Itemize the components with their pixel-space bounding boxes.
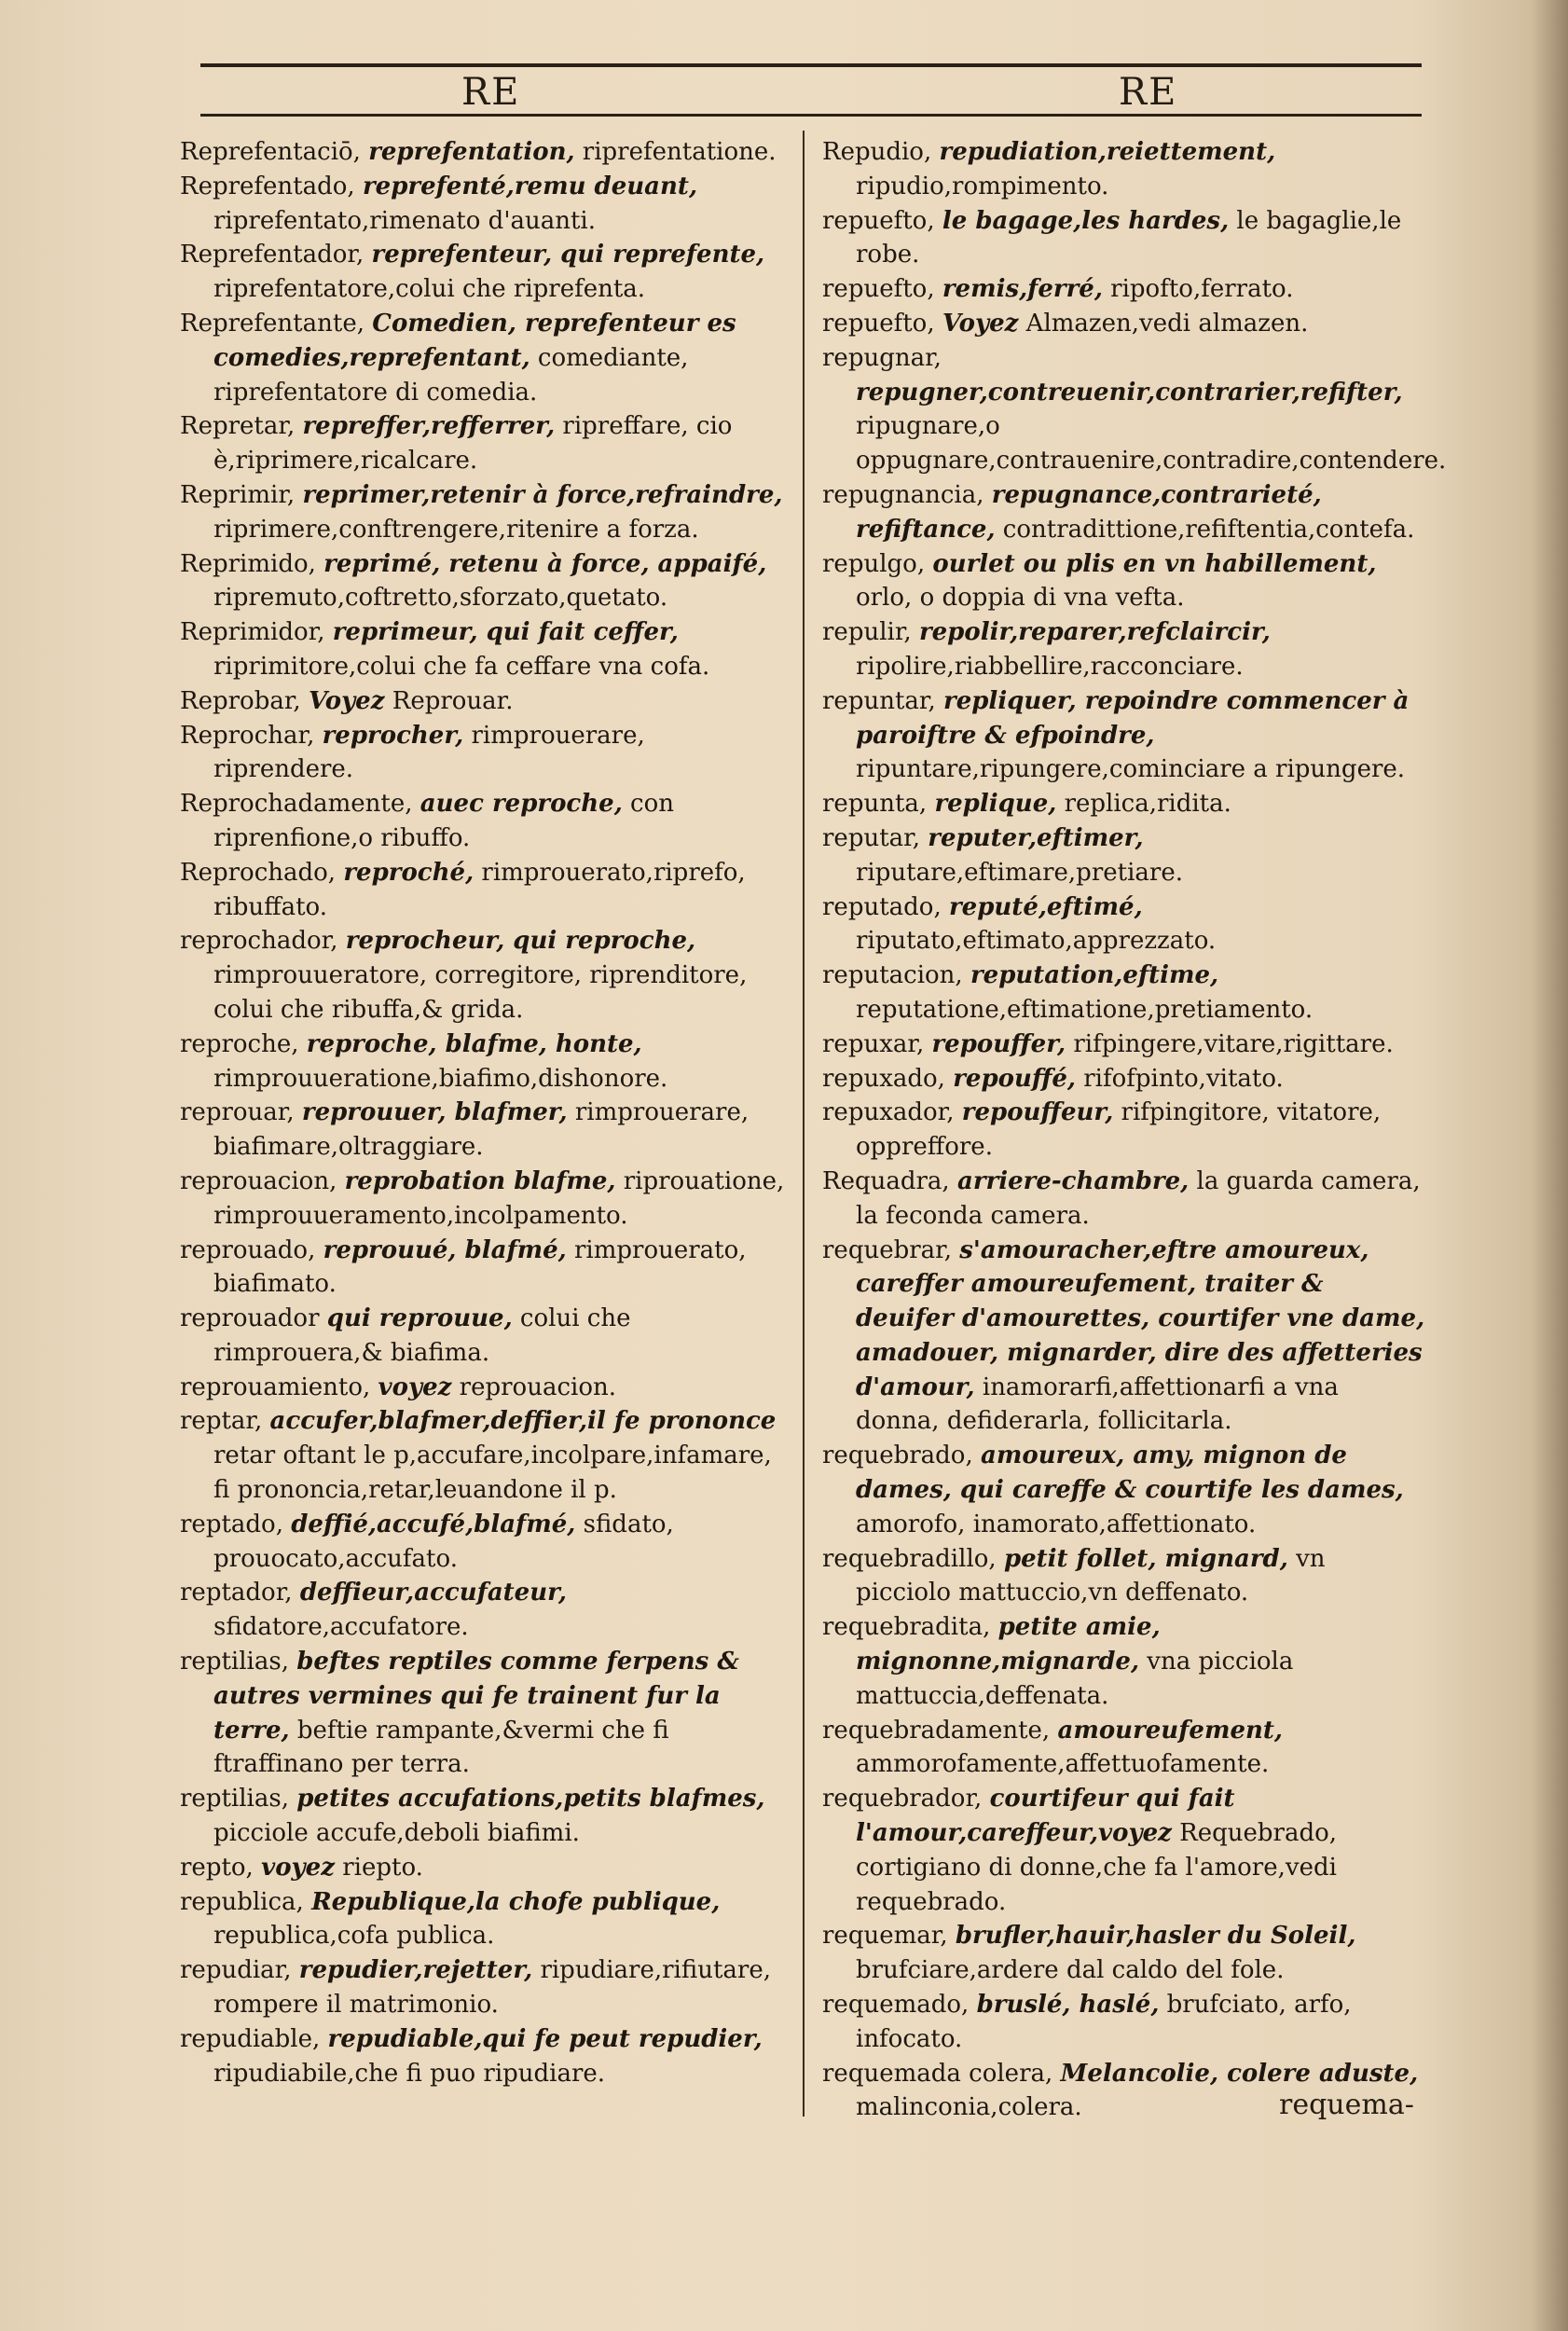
entry-italian: la guarda camera, la feconda camera. <box>856 1166 1421 1230</box>
running-head-right: RE <box>1119 71 1178 114</box>
entry-french: amoureufement, <box>1057 1716 1283 1745</box>
dictionary-entry <box>180 1645 786 1782</box>
dictionary-entry <box>822 341 1447 478</box>
dictionary-entry <box>822 1610 1426 1713</box>
entry-headword: reputacion, <box>822 961 963 990</box>
entry-headword: repunta, <box>822 790 928 819</box>
entry-italian: ripreffare, cio è,riprimere,ricalcare. <box>213 412 733 476</box>
entry-french: Republique,la chofe publique, <box>311 1887 721 1916</box>
entry-headword: reprochador, <box>180 927 338 956</box>
entry-headword: repto, <box>180 1853 254 1882</box>
entry-french: reprefenteur, qui reprefente, <box>371 241 765 269</box>
entry-italian: brufciato, arfo, infocato. <box>856 1991 1352 2053</box>
entry-french: reprimé, retenu à force, appaifé, <box>323 549 767 578</box>
dictionary-entry <box>180 924 786 1027</box>
dictionary-entry <box>180 1885 786 1954</box>
entry-headword: reprouacion, <box>180 1166 337 1195</box>
dictionary-entry <box>822 1165 1426 1234</box>
dictionary-entry <box>822 787 1426 821</box>
entry-headword: reptar, <box>180 1407 263 1436</box>
entry-french: bruslé, haslé, <box>976 1991 1160 2020</box>
entry-italian: malinconia,colera. <box>856 2093 1082 2122</box>
entry-italian: riprefentatione. <box>582 138 777 166</box>
entry-headword: Requadra, <box>822 1166 950 1195</box>
entry-headword: republica, <box>180 1887 304 1916</box>
entry-headword: requebrador, <box>822 1785 983 1814</box>
dictionary-entry <box>822 1782 1426 1919</box>
entry-headword: reptilias, <box>180 1648 289 1676</box>
entry-french: brufler,hauir,hasler du Soleil, <box>955 1922 1356 1951</box>
entry-french: replique, <box>934 790 1057 819</box>
entry-italian: rimprouerato,riprefo, ribuffato. <box>213 858 746 921</box>
entry-french: repudiable,qui fe peut repudier, <box>327 2024 763 2053</box>
entry-italian: vna picciola mattuccia,deffenata. <box>856 1648 1294 1710</box>
entry-french: reprimeur, qui fait ceffer, <box>332 618 679 647</box>
entry-italian: sfidatore,accufatore. <box>213 1613 469 1642</box>
dictionary-entry <box>180 787 786 856</box>
entry-headword: Reprefentante, <box>180 309 364 338</box>
entry-italian: riprefentatore,colui che riprefenta. <box>213 275 646 304</box>
entry-french: le bagage,les hardes, <box>942 206 1230 235</box>
dictionary-entry <box>822 204 1426 273</box>
entry-french: reprobation blafme, <box>344 1166 616 1195</box>
dictionary-entry <box>822 1919 1426 1988</box>
dictionary-entry <box>822 272 1426 307</box>
entry-headword: requebrar, <box>822 1235 953 1264</box>
entry-french: petite amie, mignonne,mignarde, <box>856 1613 1161 1676</box>
entry-french: Voyez <box>942 309 1019 338</box>
entry-french: courtifeur qui fait l'amour,careffeur,voyez <box>856 1785 1235 1848</box>
entry-italian: sfidato, prouocato,accufato. <box>213 1510 674 1573</box>
entry-french: s'amouracher,eftre amoureux, careffer amoureufement, traiter & deuifer d'amourettes, courtifer vne dame, amadouer, mignarder, dire des affetteries d'amour, <box>856 1235 1425 1401</box>
entry-italian: Requebrado, cortigiano di donne,che fa l'amore,vedi requebrado. <box>856 1819 1338 1916</box>
entry-italian: comediante, riprefentatore di comedia. <box>213 343 689 407</box>
entry-italian: colui che rimprouera,& biafima. <box>213 1304 631 1367</box>
header-rule <box>200 114 1422 117</box>
dictionary-entry <box>180 409 786 478</box>
dictionary-entry <box>180 1404 786 1507</box>
dictionary-entry <box>180 1508 786 1577</box>
entry-headword: reprouar, <box>180 1098 295 1127</box>
dictionary-entry <box>180 1576 786 1645</box>
entry-headword: Reprochadamente, <box>180 790 413 819</box>
entry-italian: rimprouueratione,biafimo,dishonore. <box>213 1064 668 1093</box>
entry-french: arriere-chambre, <box>956 1166 1190 1195</box>
entry-french: accufer,blafmer,deffier,il fe prononce <box>269 1407 777 1436</box>
entry-french: repugnance,contrarieté, refiftance, <box>856 480 1322 544</box>
entry-headword: repuntar, <box>822 686 936 715</box>
entry-french: amoureux, amy, mignon de dames, qui careffe & courtife les dames, <box>856 1441 1404 1505</box>
entry-italian: rifpingere,vitare,rigittare. <box>1073 1029 1394 1058</box>
entry-french: qui reprouue, <box>326 1304 513 1333</box>
entry-headword: repuefto, <box>822 206 935 235</box>
dictionary-entry <box>180 478 786 547</box>
entry-french: reprefenté,remu deuant, <box>362 172 697 200</box>
running-head-left: RE <box>461 71 521 114</box>
entry-headword: repuxar, <box>822 1029 925 1058</box>
dictionary-entry <box>180 1782 786 1851</box>
entry-italian: reprouacion. <box>459 1372 616 1401</box>
entry-italian: riprimitore,colui che fa ceffare vna cofa. <box>213 652 710 681</box>
dictionary-entry <box>822 890 1426 959</box>
entry-headword: reputar, <box>822 823 920 852</box>
entry-italian: reputatione,eftimatione,pretiamento. <box>856 995 1314 1024</box>
entry-headword: reproche, <box>180 1029 299 1058</box>
entry-italian: retar oftant le p,accufare,incolpare,infamare, fi prononcia,retar,leuandone il p. <box>213 1441 772 1505</box>
entry-italian: rimprouerato, biafimato. <box>213 1235 747 1299</box>
entry-italian: rimprouerare, biafimare,oltraggiare. <box>213 1098 750 1162</box>
entry-headword: reptilias, <box>180 1785 289 1814</box>
dictionary-entry <box>822 1439 1426 1541</box>
entry-french: Melancolie, colere aduste, <box>1060 2059 1419 2088</box>
entry-headword: Reprimido, <box>180 549 316 578</box>
dictionary-entry <box>180 684 786 719</box>
dictionary-entry <box>822 1714 1426 1783</box>
entry-french: repouffer, <box>931 1029 1066 1058</box>
dictionary-entry <box>180 547 786 616</box>
entry-headword: reprouamiento, <box>180 1372 371 1401</box>
dictionary-entry <box>180 238 786 307</box>
entry-italian: ammorofamente,affettuofamente. <box>856 1750 1270 1779</box>
entry-italian: ripugnare,o oppugnare,contrauenire,contradire,contendere. <box>856 412 1447 476</box>
entry-french: Comedien, reprefenteur es comedies,reprefentant, <box>213 309 736 372</box>
entry-headword: repudiar, <box>180 1956 292 1985</box>
entry-french: beftes reptiles comme ferpens & autres vermines qui fe trainent fur la terre, <box>213 1648 739 1745</box>
entry-headword: requebradillo, <box>822 1544 997 1573</box>
dictionary-entry <box>822 684 1426 787</box>
entry-italian: ripudiare,rifiutare, rompere il matrimonio. <box>213 1956 771 2020</box>
dictionary-entry <box>822 547 1426 616</box>
entry-french: remis,ferré, <box>942 275 1103 304</box>
dictionary-entry <box>180 856 786 925</box>
entry-french: ourlet ou plis en vn habillement, <box>932 549 1377 578</box>
entry-italian: replica,ridita. <box>1064 790 1231 819</box>
entry-headword: repulir, <box>822 618 912 647</box>
entry-italian: vn picciolo mattuccio,vn deffenato. <box>856 1544 1326 1607</box>
dictionary-entry <box>180 1851 786 1885</box>
entry-french: voyez <box>378 1372 452 1401</box>
dictionary-entry <box>822 1028 1426 1062</box>
entry-italian: rimprouueratore, corregitore, riprenditore, colui che ribuffa,& grida. <box>213 961 748 1024</box>
entry-headword: requebrado, <box>822 1441 973 1470</box>
entry-french: reputer,eftimer, <box>928 823 1144 852</box>
entry-french: reprouuer, blafmer, <box>301 1098 568 1127</box>
entry-italian: riprouatione, rimprouueramento,incolpamento. <box>213 1166 785 1230</box>
dictionary-entry <box>180 307 786 409</box>
dictionary-entry <box>180 1371 786 1405</box>
entry-italian: rimprouerare, riprendere. <box>213 721 645 784</box>
dictionary-entry <box>822 307 1426 341</box>
entry-headword: repulgo, <box>822 549 926 578</box>
entry-french: reproché, <box>343 858 475 887</box>
catchword: requema- <box>1279 2089 1414 2121</box>
dictionary-entry <box>822 135 1426 204</box>
dictionary-entry <box>180 2022 786 2091</box>
right-column <box>822 135 1447 2125</box>
entry-italian: rifofpinto,vitato. <box>1083 1064 1284 1093</box>
dictionary-entry <box>822 821 1426 890</box>
entry-italian: beftie rampante,&vermi che fi ftraffinano per terra. <box>213 1716 669 1779</box>
entry-italian: orlo, o doppia di vna vefta. <box>856 584 1185 613</box>
dictionary-entry <box>180 1096 786 1165</box>
entry-french: auec reproche, <box>420 790 623 819</box>
entry-headword: reprouador <box>180 1304 320 1333</box>
entry-headword: requemar, <box>822 1922 948 1951</box>
entry-headword: repugnar, <box>822 343 942 372</box>
dictionary-entry <box>180 170 786 239</box>
dictionary-entry <box>822 615 1426 684</box>
entry-french: reputé,eftimé, <box>948 892 1143 921</box>
entry-italian: ripuntare,ripungere,cominciare a ripungere. <box>856 755 1406 784</box>
entry-headword: requemado, <box>822 1991 970 2020</box>
dictionary-entry <box>180 1953 786 2022</box>
entry-italian: riputare,eftimare,pretiare. <box>856 858 1183 887</box>
entry-french: deffié,accufé,blafmé, <box>291 1510 576 1538</box>
entry-headword: repuxado, <box>822 1064 945 1093</box>
dictionary-entry <box>822 1062 1426 1097</box>
entry-headword: requebradita, <box>822 1613 991 1642</box>
column-divider <box>803 131 805 2117</box>
entry-french: repreffer,refferrer, <box>302 412 556 441</box>
entry-headword: repuxador, <box>822 1098 955 1127</box>
dictionary-entry <box>180 1165 786 1234</box>
top-rule <box>200 63 1422 67</box>
entry-headword: Reprimir, <box>180 480 296 509</box>
dictionary-entry <box>180 1302 786 1371</box>
entry-headword: reptado, <box>180 1510 283 1538</box>
entry-headword: Reprefentador, <box>180 241 364 269</box>
entry-headword: Reprochado, <box>180 858 337 887</box>
entry-french: reproche, blafme, honte, <box>306 1029 642 1058</box>
entry-headword: requemada colera, <box>822 2059 1053 2088</box>
entry-headword: Reprochar, <box>180 721 315 750</box>
entry-french: repouffé, <box>953 1064 1076 1093</box>
dictionary-entry <box>180 1234 786 1303</box>
entry-italian: riprimere,conftrengere,ritenire a forza. <box>213 515 699 544</box>
entry-headword: reputado, <box>822 892 942 921</box>
entry-headword: Repretar, <box>180 412 296 441</box>
entry-italian: riepto. <box>342 1853 423 1882</box>
entry-french: reprocheur, qui reproche, <box>345 927 696 956</box>
entry-french: repudiation,reiettement, <box>939 138 1276 166</box>
entry-italian: ripudio,rompimento. <box>856 172 1109 200</box>
entry-italian: brufciare,ardere dal caldo del fole. <box>856 1956 1285 1985</box>
entry-french: repouffeur, <box>961 1098 1114 1127</box>
dictionary-entry <box>180 135 786 170</box>
entry-french: repudier,rejetter, <box>298 1956 533 1985</box>
entry-headword: Reprobar, <box>180 686 301 715</box>
entry-french: reprouué, blafmé, <box>323 1235 567 1264</box>
entry-headword: Reprimidor, <box>180 618 325 647</box>
entry-italian: ripolire,riabbellire,racconciare. <box>856 652 1244 681</box>
entry-french: Voyez <box>308 686 385 715</box>
entry-headword: Reprefentado, <box>180 172 355 200</box>
entry-italian: riputato,eftimato,apprezzato. <box>856 927 1217 956</box>
entry-headword: reprouado, <box>180 1235 316 1264</box>
entry-headword: Repudio, <box>822 138 932 166</box>
entry-headword: repudiable, <box>180 2024 321 2053</box>
entry-french: repliquer, repoindre commencer à paroiftre & efpoindre, <box>856 686 1410 750</box>
left-column <box>180 135 786 2090</box>
entry-italian: ripremuto,coftretto,sforzato,quetato. <box>213 584 668 613</box>
entry-headword: requebradamente, <box>822 1716 1051 1745</box>
entry-italian: Almazen,vedi almazen. <box>1025 309 1309 338</box>
entry-french: repugner,contreuenir,contrarier,refifter, <box>856 378 1403 407</box>
entry-italian: con riprenfione,o ribuffo. <box>213 790 674 852</box>
dictionary-entry <box>180 719 786 788</box>
entry-italian: riprefentato,rimenato d'auanti. <box>213 206 596 235</box>
entry-italian: inamorarfi,affettionarfi a vna donna, defiderarla, follicitarla. <box>856 1372 1339 1436</box>
entry-headword: Reprefentaciō, <box>180 138 361 166</box>
entry-french: petites accufations,petits blafmes, <box>296 1785 765 1814</box>
entry-french: reprocher, <box>322 721 464 750</box>
entry-french: reprefentation, <box>368 138 575 166</box>
gutter-shadow <box>1531 0 1568 2331</box>
dictionary-entry <box>180 1028 786 1097</box>
entry-french: reputation,eftime, <box>970 961 1219 990</box>
entry-headword: reptador, <box>180 1579 293 1607</box>
entry-italian: le bagaglie,le robe. <box>856 206 1402 269</box>
entry-italian: amorofo, inamorato,affettionato. <box>856 1510 1257 1538</box>
dictionary-entry <box>822 1988 1426 2057</box>
entry-headword: repugnancia, <box>822 480 984 509</box>
dictionary-entry <box>822 1096 1426 1165</box>
entry-french: repolir,reparer,refclaircir, <box>918 618 1271 647</box>
entry-headword: repuefto, <box>822 275 935 304</box>
entry-french: deffieur,accufateur, <box>299 1579 567 1607</box>
entry-italian: republica,cofa publica. <box>213 1922 495 1951</box>
entry-italian: ripudiabile,che fi puo ripudiare. <box>213 2059 606 2088</box>
dictionary-entry <box>822 1542 1426 1611</box>
dictionary-entry <box>822 959 1426 1028</box>
entry-french: reprimer,retenir à force,refraindre, <box>302 480 783 509</box>
entry-headword: repuefto, <box>822 309 935 338</box>
entry-italian: Reprouar. <box>392 686 514 715</box>
dictionary-entry <box>822 478 1426 547</box>
entry-italian: contradittione,refiftentia,contefa. <box>1002 515 1415 544</box>
entry-italian: picciole accufe,deboli biafimi. <box>213 1819 580 1848</box>
dictionary-entry <box>822 1234 1426 1440</box>
entry-italian: ripofto,ferrato. <box>1110 275 1294 304</box>
entry-italian: rifpingitore, vitatore, oppreffore. <box>856 1098 1382 1162</box>
entry-french: petit follet, mignard, <box>1003 1544 1288 1573</box>
entry-french: voyez <box>261 1853 335 1882</box>
dictionary-entry <box>180 615 786 684</box>
